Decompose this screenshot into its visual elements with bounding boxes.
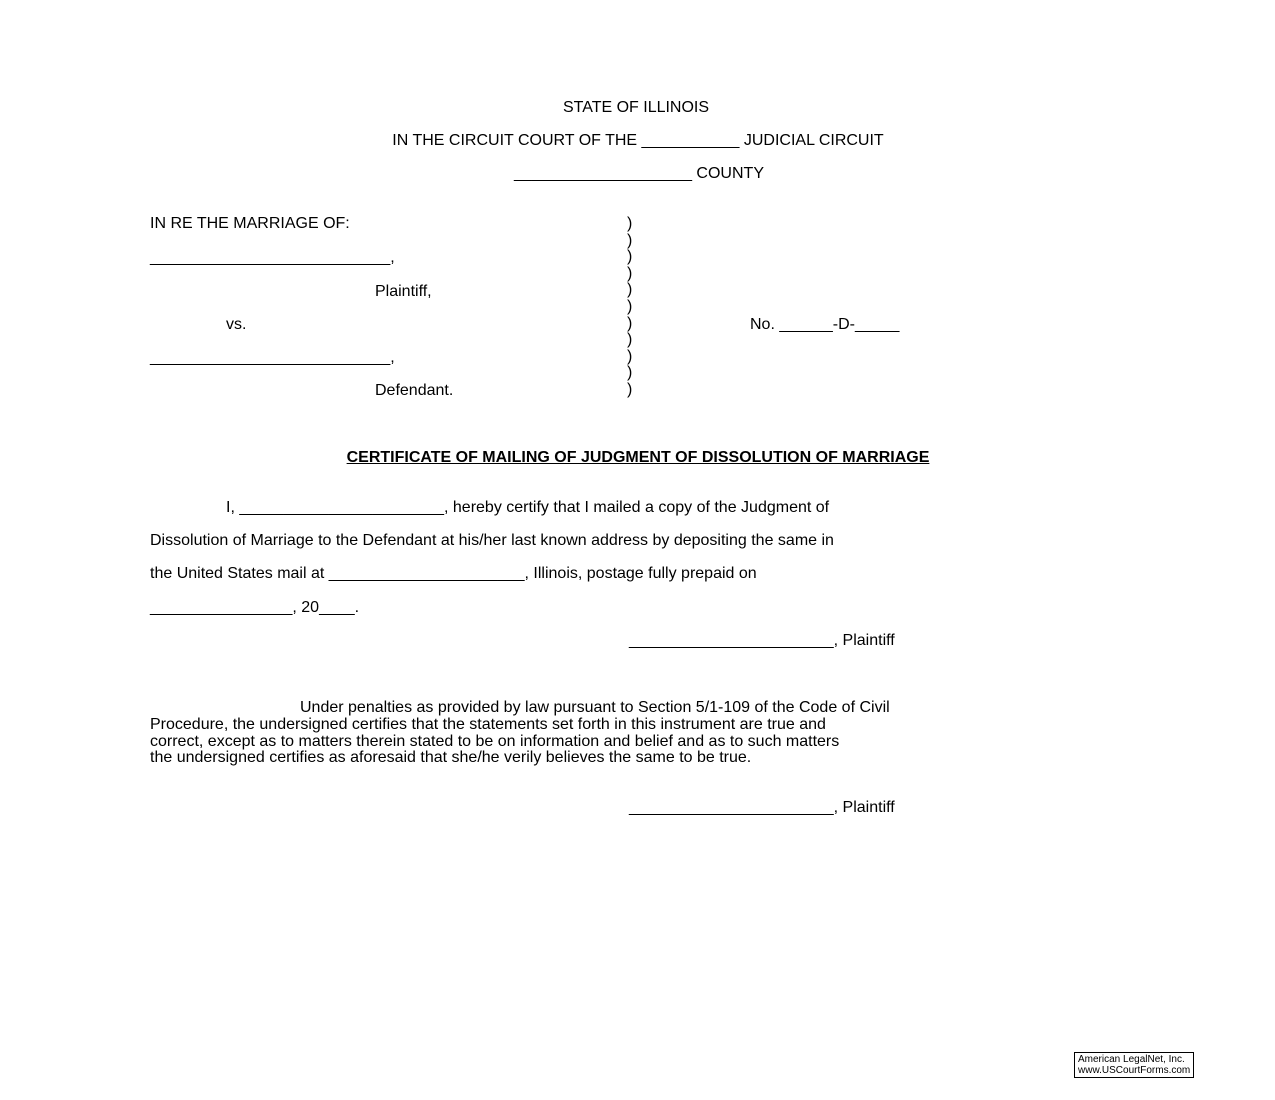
versus-label: vs. xyxy=(226,316,247,333)
publisher-url: www.USCourtForms.com xyxy=(1078,1065,1191,1076)
court-heading: IN THE CIRCUIT COURT OF THE ___________ JUDICIAL CIRCUIT xyxy=(392,132,884,149)
plaintiff-label: Plaintiff, xyxy=(375,283,432,300)
body-line-4: ________________, 20____. xyxy=(150,599,360,616)
body-line-3: the United States mail at ______________________, Illinois, postage fully prepaid on xyxy=(150,565,757,582)
plaintiff-name-blank: ___________________________, xyxy=(150,249,395,266)
body-line-1: I, _______________________, hereby certify that I mailed a copy of the Judgment of xyxy=(226,499,830,516)
verification-line-2: Procedure, the undersigned certifies that the statements set forth in this instrument are true and xyxy=(150,716,826,733)
verification-line-3: correct, except as to matters therein stated to be on information and belief and as to such matters xyxy=(150,733,840,750)
defendant-label: Defendant. xyxy=(375,382,454,399)
state-heading: STATE OF ILLINOIS xyxy=(562,99,710,116)
defendant-name-blank: ___________________________, xyxy=(150,349,395,366)
publisher-name: American LegalNet, Inc. xyxy=(1078,1054,1185,1065)
plaintiff-signature-1: _______________________, Plaintiff xyxy=(629,632,895,649)
publisher-stamp xyxy=(1074,1052,1194,1078)
in-re-label: IN RE THE MARRIAGE OF: xyxy=(150,215,350,232)
plaintiff-signature-2: _______________________, Plaintiff xyxy=(629,799,895,816)
verification-line-1: Under penalties as provided by law pursuant to Section 5/1-109 of the Code of Civil xyxy=(300,699,890,716)
caption-parentheses: ) ) ) ) ) ) ) ) ) ) ) xyxy=(627,215,633,398)
body-line-2: Dissolution of Marriage to the Defendant at his/her last known address by depositing the same in xyxy=(150,532,834,549)
verification-line-4: the undersigned certifies as aforesaid that she/he verily believes the same to be true. xyxy=(150,749,752,766)
case-number: No. ______-D-_____ xyxy=(750,316,900,333)
county-heading: ____________________ COUNTY xyxy=(514,165,764,182)
document-title: CERTIFICATE OF MAILING OF JUDGMENT OF DISSOLUTION OF MARRIAGE xyxy=(346,449,930,466)
